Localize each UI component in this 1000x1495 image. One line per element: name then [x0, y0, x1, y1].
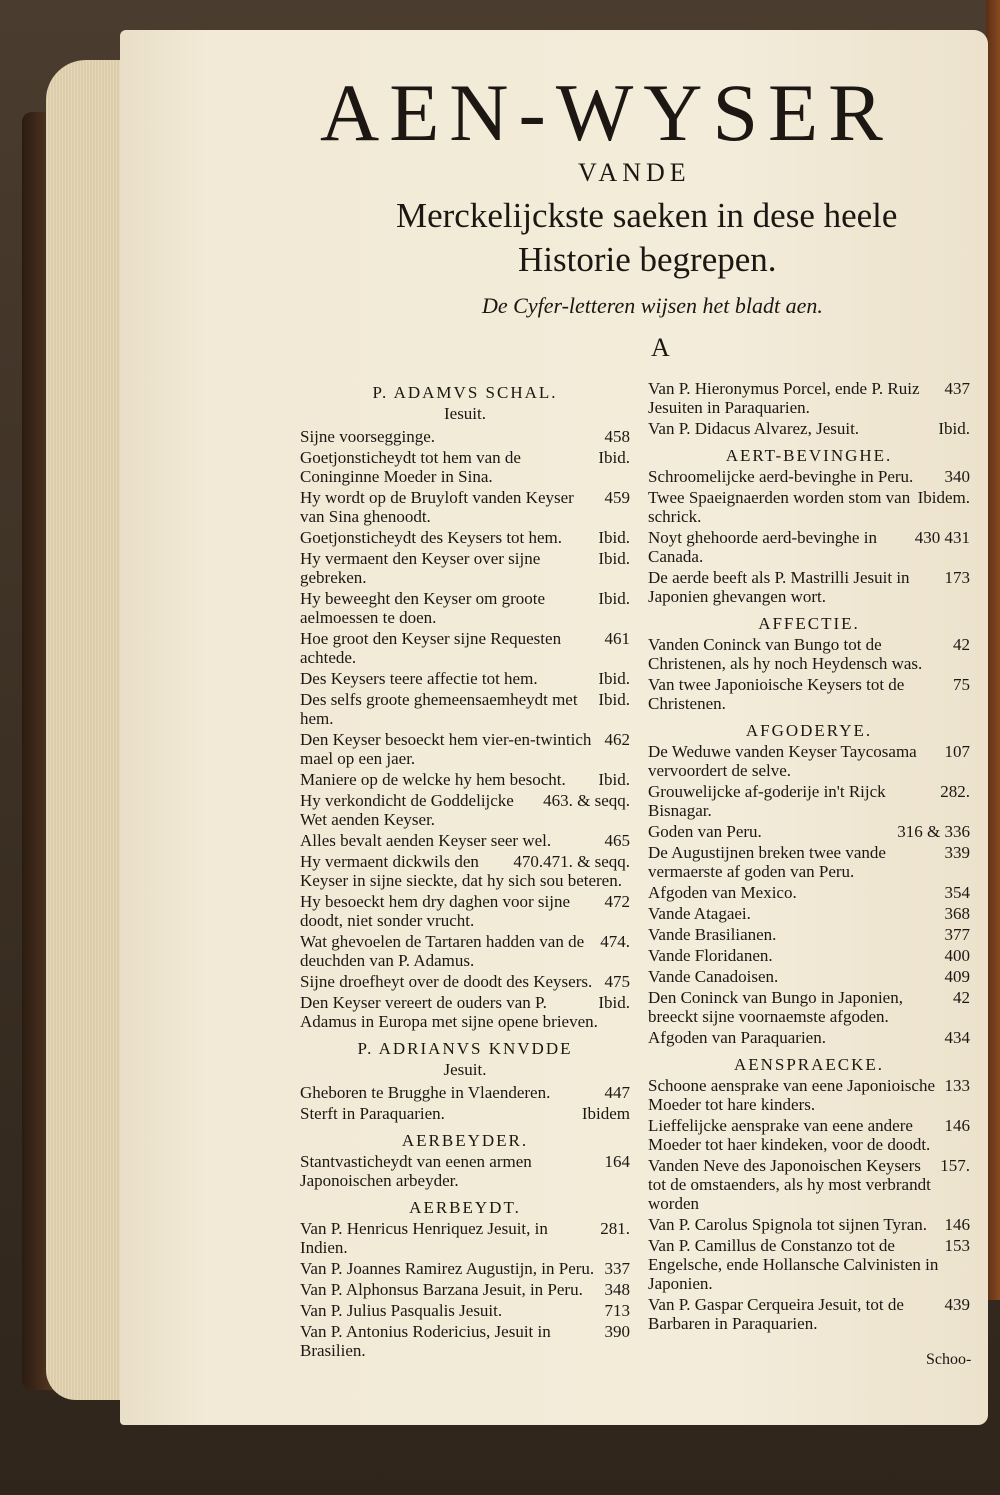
index-heading: AERBEYDER.	[401, 1131, 529, 1150]
index-column-left	[300, 383, 630, 1362]
index-entry	[648, 925, 970, 944]
index-entry	[648, 1116, 970, 1154]
entry-page-ref: Ibid.	[598, 993, 630, 1012]
index-entry	[300, 972, 630, 991]
entry-page-ref: 157.	[940, 1156, 970, 1175]
entry-page-ref: 474.	[600, 932, 630, 951]
index-column-right	[648, 379, 970, 1335]
entry-text: Des Keysers teere affectie tot hem.	[300, 669, 538, 688]
entry-text: Van P. Alphonsus Barzana Jesuit, in Peru.	[300, 1280, 583, 1299]
index-entry	[300, 488, 630, 526]
index-entry	[648, 1028, 970, 1047]
entry-page-ref: 42	[953, 988, 970, 1007]
entry-page-ref: Ibid.	[938, 419, 970, 438]
entry-page-ref: 462	[604, 730, 630, 749]
entry-text: Vanden Coninck van Bungo tot de Christenen, als hy noch Heydensch was.	[648, 635, 923, 673]
entry-page-ref: 348	[604, 1280, 630, 1299]
index-entry	[300, 690, 630, 728]
entry-page-ref: 340	[944, 467, 970, 486]
entry-text: Wat ghevoelen de Tartaren hadden van de deuchden van P. Adamus.	[300, 932, 585, 970]
index-entry	[300, 629, 630, 667]
index-entry	[648, 528, 970, 566]
index-entry	[648, 782, 970, 820]
entry-text: Den Keyser besoeckt hem vier-en-twintich mael op een jaer.	[300, 730, 592, 768]
entry-page-ref: 339	[944, 843, 970, 862]
entry-page-ref: 42	[953, 635, 970, 654]
index-entry	[648, 904, 970, 923]
section-letter: A	[651, 333, 670, 362]
entry-page-ref: 281.	[600, 1219, 630, 1238]
entry-text: Hy vermaent dickwils den Keyser in sijne sieckte, dat hy sich sou beteren.	[300, 852, 622, 890]
entry-text: De Augustijnen breken twee vande vermaerste af goden van Peru.	[648, 843, 886, 881]
index-entry	[648, 967, 970, 986]
index-entry	[300, 1259, 630, 1278]
entry-text: Vande Floridanen.	[648, 946, 773, 965]
entry-page-ref: 354	[944, 883, 970, 902]
index-entry	[300, 528, 630, 547]
entry-text: Schoone aensprake van eene Japonioische Moeder tot hare kinders.	[648, 1076, 935, 1114]
index-entry	[648, 742, 970, 780]
entry-text: Maniere op de welcke hy hem besocht.	[300, 770, 566, 789]
entry-text: Twee Spaeignaerden worden stom van schrick.	[648, 488, 911, 526]
index-entry	[300, 1219, 630, 1257]
entry-page-ref: 465	[604, 831, 630, 850]
index-entry	[648, 843, 970, 881]
index-entry	[300, 1301, 630, 1320]
index-entry	[648, 419, 970, 438]
page-title: AEN-WYSER	[320, 67, 893, 158]
entry-page-ref: 75	[953, 675, 970, 694]
entry-page-ref: Ibid.	[598, 448, 630, 467]
entry-text: Hoe groot den Keyser sijne Requesten achtede.	[300, 629, 562, 667]
index-entry	[648, 1295, 970, 1333]
entry-page-ref: 282.	[940, 782, 970, 801]
index-entry	[300, 1104, 630, 1123]
entry-page-ref: Ibidem.	[917, 488, 970, 507]
index-entry	[648, 675, 970, 713]
entry-text: Hy wordt op de Bruyloft vanden Keyser van Sina ghenoodt.	[300, 488, 574, 526]
index-entry	[300, 1322, 630, 1360]
entry-page-ref: 337	[604, 1259, 630, 1278]
entry-page-ref: Ibid.	[598, 549, 630, 568]
index-entry	[300, 932, 630, 970]
index-entry	[300, 1083, 630, 1102]
entry-text: Vanden Neve des Japonoischen Keysers tot de omstaenders, als hy most verbrandt worden	[648, 1156, 931, 1213]
index-entry	[300, 852, 630, 890]
index-entry	[648, 988, 970, 1026]
index-entry	[300, 791, 630, 829]
entry-page-ref: 316 & 336	[897, 822, 970, 841]
entry-page-ref: 409	[944, 967, 970, 986]
entry-text: Van P. Henricus Henriquez Jesuit, in Indien.	[300, 1219, 548, 1257]
entry-text: Afgoden van Mexico.	[648, 883, 797, 902]
entry-text: Gheboren te Brugghe in Vlaenderen.	[300, 1083, 551, 1102]
entry-text: Hy vermaent den Keyser over sijne gebreken.	[300, 549, 541, 587]
entry-page-ref: 430 431	[914, 528, 970, 547]
entry-page-ref: 153	[944, 1236, 970, 1255]
entry-page-ref: 447	[604, 1083, 630, 1102]
entry-text: Vande Brasilianen.	[648, 925, 777, 944]
entry-page-ref: 377	[944, 925, 970, 944]
entry-text: Van P. Joannes Ramirez Augustijn, in Peru.	[300, 1259, 595, 1278]
entry-text: De aerde beeft als P. Mastrilli Jesuit in Japonien ghevangen wort.	[648, 568, 910, 606]
entry-text: Goden van Peru.	[648, 822, 762, 841]
index-entry	[648, 1236, 970, 1293]
index-heading: P. ADRIANVS KNVDDE	[357, 1039, 573, 1058]
index-entry	[300, 427, 630, 446]
index-heading: AFFECTIE.	[758, 614, 860, 633]
index-entry	[648, 822, 970, 841]
index-entry	[300, 730, 630, 768]
entry-text: Hy beweeght den Keyser om groote aelmoessen te doen.	[300, 589, 546, 627]
entry-text: Sterft in Paraquarien.	[300, 1104, 445, 1123]
entry-page-ref: 463. & seqq.	[543, 791, 630, 810]
entry-page-ref: 472	[604, 892, 630, 911]
index-entry	[300, 549, 630, 587]
entry-page-ref: 461	[604, 629, 630, 648]
entry-page-ref: 400	[944, 946, 970, 965]
entry-page-ref: 146	[944, 1215, 970, 1234]
entry-text: Van P. Carolus Spignola tot sijnen Tyran.	[648, 1215, 927, 1234]
entry-page-ref: Ibid.	[598, 669, 630, 688]
entry-page-ref: 173	[944, 568, 970, 587]
subtitle-line-2: Historie begrepen.	[518, 240, 777, 279]
index-entry	[648, 946, 970, 965]
index-entry	[648, 635, 970, 673]
entry-text: Afgoden van Paraquarien.	[648, 1028, 826, 1047]
index-entry	[300, 770, 630, 789]
entry-page-ref: 439	[944, 1295, 970, 1314]
index-entry	[648, 1215, 970, 1234]
entry-text: Vande Atagaei.	[648, 904, 751, 923]
index-entry	[300, 1152, 630, 1190]
entry-text: Den Coninck van Bungo in Japonien, breeckt sijne voornaemste afgoden.	[648, 988, 903, 1026]
entry-page-ref: 107	[944, 742, 970, 761]
index-entry	[648, 467, 970, 486]
entry-page-ref: 146	[944, 1116, 970, 1135]
index-entry	[648, 1156, 970, 1213]
index-entry	[300, 669, 630, 688]
index-entry	[300, 448, 630, 486]
facing-page-edge	[986, 0, 1000, 1300]
entry-text: Sijne voorseggingе.	[300, 427, 436, 446]
entry-text: Van P. Julius Pasqualis Jesuit.	[300, 1301, 503, 1320]
entry-text: Alles bevalt aenden Keyser seer wel.	[300, 831, 552, 850]
index-entry	[648, 568, 970, 606]
entry-page-ref: 470.471. & seqq.	[513, 852, 630, 871]
entry-text: Van P. Hieronymus Porcel, ende P. Ruiz Jesuiten in Paraquarien.	[648, 379, 920, 417]
index-entry	[300, 589, 630, 627]
index-heading: AERT-BEVINGHE.	[725, 446, 893, 465]
entry-page-ref: 459	[604, 488, 630, 507]
entry-text: Stantvasticheydt van eenen armen Japonoischen arbeyder.	[300, 1152, 532, 1190]
index-entry	[300, 892, 630, 930]
entry-text: Des selfs groote ghemeensaemheydt met hem.	[300, 690, 578, 728]
entry-text: Goetjonsticheydt tot hem van de Coninginne Moeder in Sina.	[300, 448, 521, 486]
entry-text: De Weduwe vanden Keyser Taycosama vervoordert de selve.	[648, 742, 917, 780]
entry-text: Van P. Didacus Alvarez, Jesuit.	[648, 419, 860, 438]
entry-text: Lieffelijcke aensprake van eene andere Moeder tot haer kindeken, voor de doodt.	[648, 1116, 931, 1154]
index-entry	[648, 379, 970, 417]
entry-page-ref: 437	[944, 379, 970, 398]
entry-text: Grouwelijcke af-goderije in't Rijck Bisnagar.	[648, 782, 886, 820]
entry-text: Noyt ghehoorde aerd-bevinghe in Canada.	[648, 528, 877, 566]
index-heading: P. ADAMVS SCHAL.	[372, 383, 558, 402]
entry-text: Van P. Antonius Rodericius, Jesuit in Brasilien.	[300, 1322, 551, 1360]
entry-text: Vande Canadoisen.	[648, 967, 779, 986]
title-vande: VANDE	[578, 158, 691, 187]
entry-text: Hy besoeckt hem dry daghen voor sijne doodt, niet sonder vrucht.	[300, 892, 571, 930]
entry-page-ref: 133	[944, 1076, 970, 1095]
entry-page-ref: Ibid.	[598, 770, 630, 789]
page-number-note: De Cyfer-letteren wijsen het bladt aen.	[482, 293, 823, 318]
entry-text: Goetjonsticheydt des Keysers tot hem.	[300, 528, 563, 547]
index-entry	[300, 993, 630, 1031]
index-entry	[648, 488, 970, 526]
entry-text: Hy verkondicht de Goddelijcke Wet aenden Keyser.	[300, 791, 514, 829]
entry-page-ref: 713	[604, 1301, 630, 1320]
entry-text: Van twee Japonioische Keysers tot de Christenen.	[648, 675, 905, 713]
index-subheading: Jesuit.	[443, 1060, 487, 1079]
entry-page-ref: Ibidem	[581, 1104, 630, 1123]
entry-page-ref: 390	[604, 1322, 630, 1341]
index-entry	[648, 1076, 970, 1114]
entry-text: Van P. Camillus de Constanzo tot de Engelsche, ende Hollansche Calvinisten in Japonien.	[648, 1236, 939, 1293]
index-heading: AFGODERYE.	[745, 721, 873, 740]
index-entry	[300, 831, 630, 850]
index-heading: AERBEYDT.	[409, 1198, 521, 1217]
entry-text: Sijne droefheyt over de doodt des Keysers.	[300, 972, 593, 991]
catchword: Schoo-	[926, 1351, 972, 1368]
entry-page-ref: 475	[604, 972, 630, 991]
entry-text: Schroomelijcke aerd-bevinghe in Peru.	[648, 467, 914, 486]
entry-page-ref: Ibid.	[598, 690, 630, 709]
entry-text: Den Keyser vereert de ouders van P. Adamus in Europa met sijne opene brieven.	[300, 993, 598, 1031]
entry-page-ref: Ibid.	[598, 528, 630, 547]
index-entry	[648, 883, 970, 902]
index-entry	[300, 1280, 630, 1299]
entry-page-ref: 164	[604, 1152, 630, 1171]
entry-page-ref: 458	[604, 427, 630, 446]
index-heading: AENSPRAECKE.	[733, 1055, 885, 1074]
entry-page-ref: 434	[944, 1028, 970, 1047]
subtitle-line-1: Merckelijckste saeken in dese heele	[396, 196, 898, 235]
entry-page-ref: Ibid.	[598, 589, 630, 608]
index-subheading: Iesuit.	[443, 404, 487, 423]
entry-text: Van P. Gaspar Cerqueira Jesuit, tot de Barbaren in Paraquarien.	[648, 1295, 904, 1333]
entry-page-ref: 368	[944, 904, 970, 923]
